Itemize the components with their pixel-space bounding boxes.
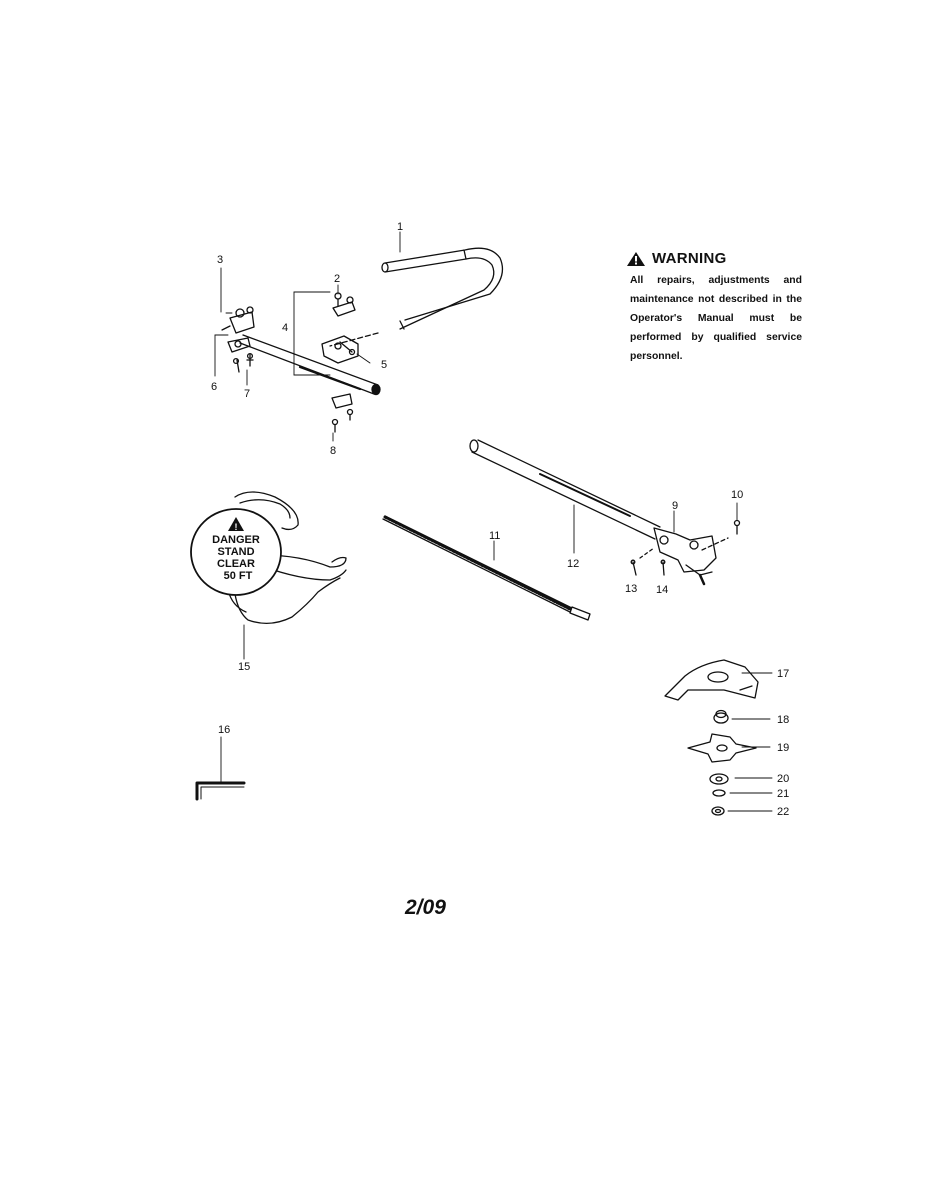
part-21-washer [713,790,725,796]
callout-5: 5 [381,359,388,371]
callout-9: 9 [672,500,679,512]
callout-14: 14 [656,584,669,596]
callout-16: 16 [218,724,231,736]
part-13-screw [631,548,654,575]
callout-21: 21 [777,788,790,800]
part-22-nut [712,807,724,815]
callout-10: 10 [731,489,744,501]
part-18-nut [714,711,728,724]
part-7-screws [234,354,253,372]
danger-decal [191,509,281,595]
warning-title: WARNING [652,250,727,267]
part-8-clamp-bottom-screws [332,394,353,432]
callout-18: 18 [777,714,790,726]
part-9-gearbox [654,528,728,584]
danger-line-3: CLEAR [217,558,255,570]
part-3-handle-bracket [222,307,254,333]
warning-body: All repairs, adjustments and maintenance not described in the Operator's Manual must be performed by qualified service personnel. [630,275,802,362]
callout-6: 6 [211,381,218,393]
part-11-drive-shaft [383,516,590,620]
callout-11: 11 [489,530,501,542]
callout-2: 2 [334,273,341,285]
part-12-shaft-housing [470,440,660,539]
danger-line-2: STAND [217,546,255,558]
callout-1: 1 [397,221,404,233]
callout-15: 15 [238,661,251,673]
warning-triangle-icon [626,251,646,267]
part-20-adapter-plate [710,774,728,784]
callout-17: 17 [777,668,790,680]
part-2-screw-clamp-top [333,293,355,316]
revision-code: 2/09 [405,896,446,919]
part-4-handle-bar [240,335,380,395]
part-1-j-handle [330,248,502,346]
callout-8: 8 [330,445,337,457]
svg-text:!: ! [234,522,238,532]
part-14-screw [661,560,665,575]
danger-line-4: 50 FT [223,570,253,582]
part-17-blade-guard [665,660,758,700]
part-19-blade [688,734,756,762]
part-16-hex-key [197,783,244,799]
callout-12: 12 [567,558,580,570]
callout-7: 7 [244,388,251,400]
callout-4: 4 [282,322,289,334]
danger-line-1: DANGER [212,534,260,546]
callout-22: 22 [777,806,790,818]
callout-20: 20 [777,773,790,785]
warning-box [630,250,802,366]
callout-19: 19 [777,742,790,754]
warning-header [626,250,802,267]
callout-13: 13 [625,583,638,595]
callout-3: 3 [217,254,224,266]
part-10-screw [735,521,740,535]
